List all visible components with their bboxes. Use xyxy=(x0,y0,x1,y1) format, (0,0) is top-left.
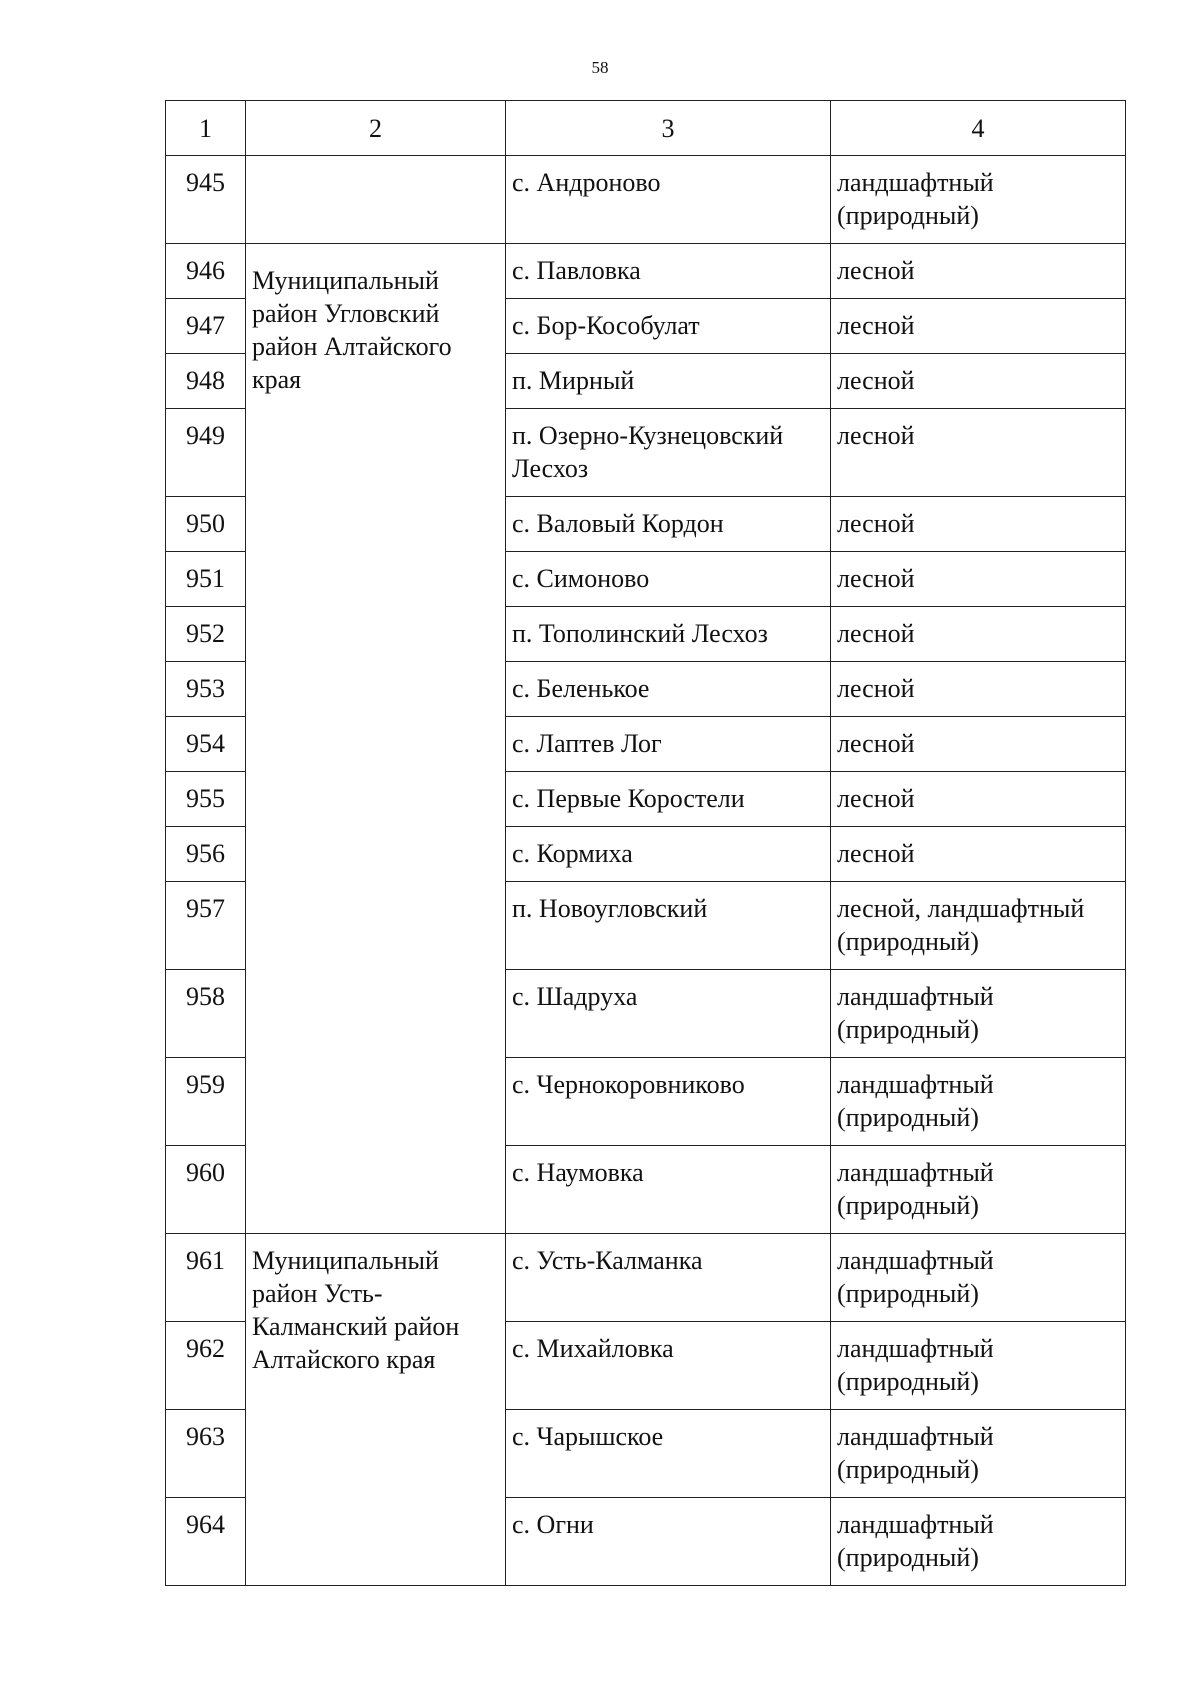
table-row xyxy=(166,244,1126,299)
table-row xyxy=(166,1234,1126,1322)
settlement-cell: с. Чернокоровниково xyxy=(506,1058,831,1146)
row-number: 962 xyxy=(166,1322,246,1410)
column-header: 3 xyxy=(506,101,831,156)
settlement-cell: с. Шадруха xyxy=(506,970,831,1058)
row-number: 951 xyxy=(166,552,246,607)
column-header: 2 xyxy=(246,101,506,156)
zone-type-cell: лесной xyxy=(831,354,1126,409)
zone-type-cell: лесной xyxy=(831,717,1126,772)
zone-type-cell: лесной xyxy=(831,409,1126,497)
zone-type-cell: лесной xyxy=(831,772,1126,827)
row-number: 950 xyxy=(166,497,246,552)
row-number: 958 xyxy=(166,970,246,1058)
settlement-cell: с. Усть-Калманка xyxy=(506,1234,831,1322)
settlement-cell: с. Лаптев Лог xyxy=(506,717,831,772)
row-number: 956 xyxy=(166,827,246,882)
zone-type-cell: ландшафтный (природный) xyxy=(831,1146,1126,1234)
row-number: 963 xyxy=(166,1410,246,1498)
settlement-cell: с. Валовый Кордон xyxy=(506,497,831,552)
row-number: 948 xyxy=(166,354,246,409)
zone-type-cell: ландшафтный (природный) xyxy=(831,1410,1126,1498)
row-number: 947 xyxy=(166,299,246,354)
settlement-cell: с. Чарышское xyxy=(506,1410,831,1498)
settlement-cell: с. Симоново xyxy=(506,552,831,607)
row-number: 946 xyxy=(166,244,246,299)
zone-type-cell: лесной xyxy=(831,299,1126,354)
page-number: 58 xyxy=(591,58,609,77)
row-number: 952 xyxy=(166,607,246,662)
settlement-cell: с. Наумовка xyxy=(506,1146,831,1234)
zone-type-cell: лесной xyxy=(831,607,1126,662)
row-number: 959 xyxy=(166,1058,246,1146)
settlement-cell: с. Первые Коростели xyxy=(506,772,831,827)
row-number: 960 xyxy=(166,1146,246,1234)
table-header-row xyxy=(166,101,1126,156)
settlement-cell: с. Кормиха xyxy=(506,827,831,882)
settlement-cell: с. Огни xyxy=(506,1498,831,1586)
settlement-cell: п. Тополинский Лесхоз xyxy=(506,607,831,662)
settlement-cell: с. Павловка xyxy=(506,244,831,299)
settlement-cell: п. Новоугловский xyxy=(506,882,831,970)
row-number: 954 xyxy=(166,717,246,772)
settlement-cell: с. Бор-Кособулат xyxy=(506,299,831,354)
row-number: 949 xyxy=(166,409,246,497)
zone-type-cell: ландшафтный (природный) xyxy=(831,1058,1126,1146)
zone-type-cell: лесной xyxy=(831,827,1126,882)
column-header: 4 xyxy=(831,101,1126,156)
district-cell xyxy=(246,156,506,244)
row-number: 945 xyxy=(166,156,246,244)
district-cell: Муниципальный район Усть-Калманский район Алтайского края xyxy=(246,1234,506,1586)
table-row xyxy=(166,156,1126,244)
row-number: 957 xyxy=(166,882,246,970)
settlement-cell: п. Озерно-Кузнецовский Лесхоз xyxy=(506,409,831,497)
zone-type-cell: ландшафтный (природный) xyxy=(831,1234,1126,1322)
row-number: 955 xyxy=(166,772,246,827)
settlement-cell: с. Беленькое xyxy=(506,662,831,717)
district-cell: Муниципальный район Угловский район Алтайского края xyxy=(246,244,506,1234)
row-number: 964 xyxy=(166,1498,246,1586)
column-header: 1 xyxy=(166,101,246,156)
settlement-cell: с. Михайловка xyxy=(506,1322,831,1410)
zone-type-cell: ландшафтный (природный) xyxy=(831,1322,1126,1410)
settlement-cell: п. Мирный xyxy=(506,354,831,409)
zone-type-cell: ландшафтный (природный) xyxy=(831,1498,1126,1586)
zone-type-cell: ландшафтный (природный) xyxy=(831,156,1126,244)
settlements-table xyxy=(165,100,1126,1586)
settlement-cell: с. Андроново xyxy=(506,156,831,244)
zone-type-cell: лесной xyxy=(831,244,1126,299)
row-number: 961 xyxy=(166,1234,246,1322)
zone-type-cell: лесной xyxy=(831,497,1126,552)
row-number: 953 xyxy=(166,662,246,717)
zone-type-cell: лесной xyxy=(831,552,1126,607)
zone-type-cell: лесной, ландшафтный (природный) xyxy=(831,882,1126,970)
zone-type-cell: лесной xyxy=(831,662,1126,717)
zone-type-cell: ландшафтный (природный) xyxy=(831,970,1126,1058)
